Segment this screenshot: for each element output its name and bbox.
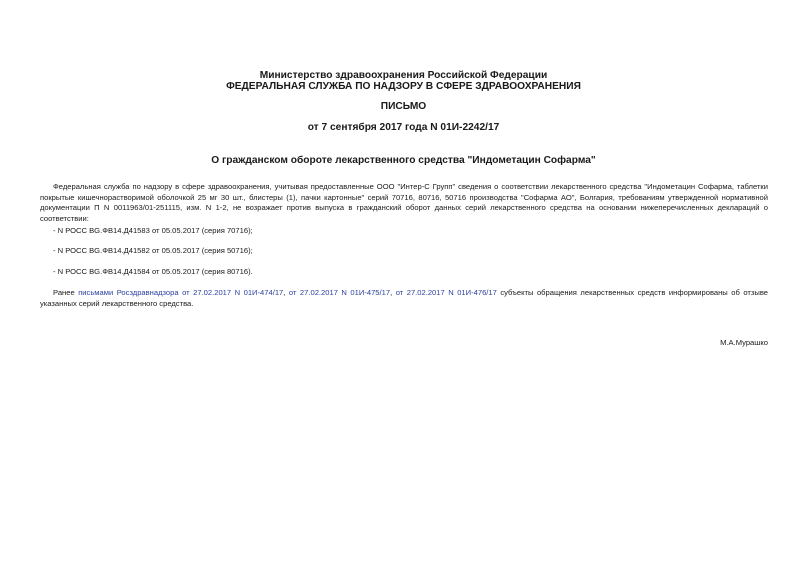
recall-link-letter-474[interactable]: письмами Росздравнадзора от 27.02.2017 N 01И-474/17 [78, 288, 284, 297]
document-date-number: от 7 сентября 2017 года N 01И-2242/17 [307, 122, 500, 133]
recall-paragraph [40, 288, 768, 309]
document-subject: О гражданском обороте лекарственного средства "Индометацин Софарма" [211, 155, 596, 166]
declaration-item: - N РОСС BG.ФВ14.Д41584 от 05.05.2017 (серия 80716). [53, 267, 253, 276]
recall-separator: , [390, 288, 396, 297]
ministry-name: Министерство здравоохранения Российской Федерации [259, 70, 548, 81]
recall-link-letter-476[interactable]: от 27.02.2017 N 01И-476/17 [395, 288, 497, 297]
recall-prefix: Ранее [53, 288, 79, 297]
signature: М.А.Мурашко [720, 338, 768, 347]
recall-link-letter-475[interactable]: от 27.02.2017 N 01И-475/17 [288, 288, 391, 297]
document-type: ПИСЬМО [380, 101, 427, 112]
service-name: ФЕДЕРАЛЬНАЯ СЛУЖБА ПО НАДЗОРУ В СФЕРЕ ЗДРАВООХРАНЕНИЯ [226, 81, 581, 92]
main-paragraph: Федеральная служба по надзору в сфере здравоохранения, учитывая предоставленные ООО "Интер-С Групп" сведения о соответствии лекарственного средства "Индометацин Софарма, таблетки покрытые кишечнорастворимой оболочкой 25 мг 30 шт., блистеры (1), пачки картонные" серий 70716, 80716, 50716 производства "Софарма АО", Болгария, требованиям утвержденной нормативной документации П N 0011963/01-251115, изм. N 1-2, не возражает против выпуска в гражданский оборот данных серий лекарственного средства на основании нижеперечисленных деклараций о соответствии: [40, 182, 768, 223]
declaration-item: - N РОСС BG.ФВ14.Д41582 от 05.05.2017 (серия 50716); [53, 246, 253, 255]
recall-separator: , [283, 288, 289, 297]
recall-suffix: субъекты обращения лекарственных средств информированы об отзыве указанных серий лекарственного средства. [40, 288, 768, 308]
declaration-item: - N РОСС BG.ФВ14.Д41583 от 05.05.2017 (серия 70716); [53, 226, 253, 235]
